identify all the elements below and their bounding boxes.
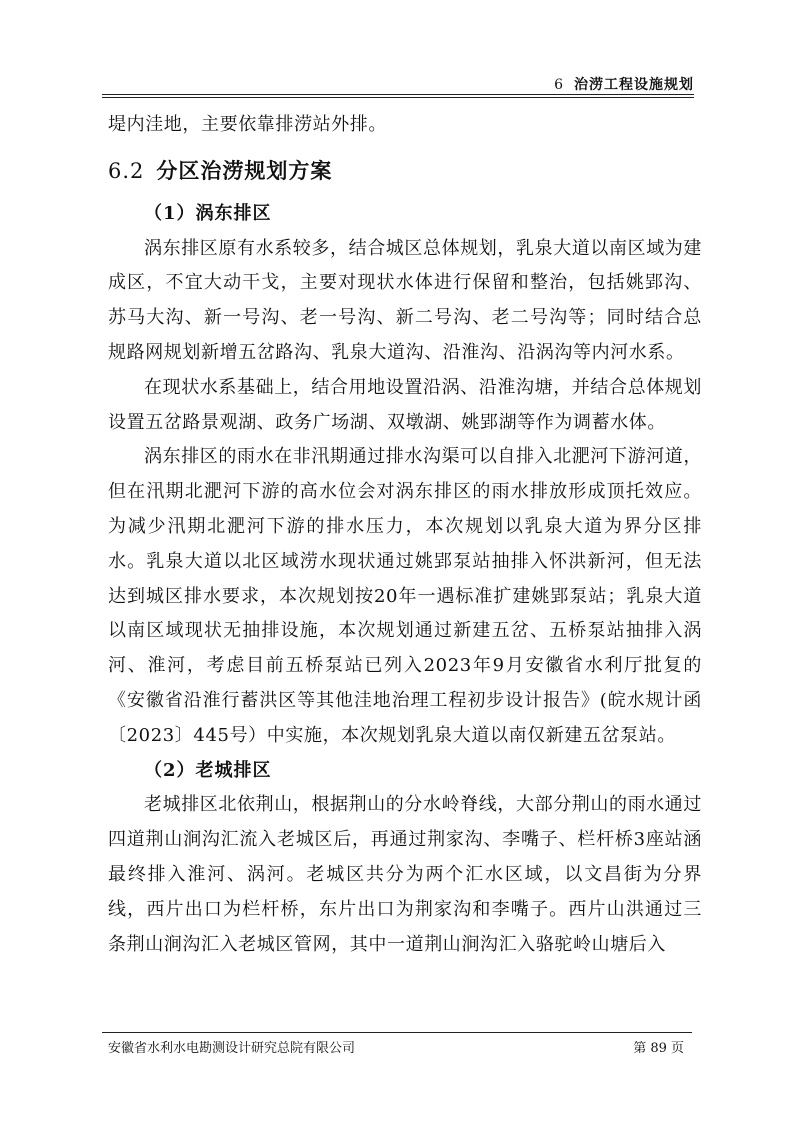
- paragraph: 在现状水系基础上，结合用地设置沿涡、沿淮沟塘，并结合总体规划设置五岔路景观湖、政务广场湖、双墩湖、姚郢湖等作为调蓄水体。: [108, 376, 702, 433]
- running-header: [554, 74, 694, 94]
- page-number: 第 89 页: [633, 1041, 684, 1056]
- subsection-heading-1: （1）涡东排区: [144, 202, 272, 224]
- footer-organization: 安徽省水利水电勘测设计研究总院有限公司: [108, 1041, 356, 1056]
- header-rule-thick: [102, 94, 694, 95]
- chapter-number: 6: [554, 77, 564, 93]
- subsection-heading-2: （2）老城排区: [144, 759, 272, 781]
- paragraph: 涡东排区的雨水在非汛期通过排水沟渠可以自排入北淝河下游河道，但在汛期北淝河下游的高水位会对涡东排区的雨水排放形成顶托效应。为减少汛期北淝河下游的排水压力，本次规划以乳泉大道为界分区排水。乳泉大道以北区域涝水现状通过姚郢泵站抽排入怀洪新河，但无法达到城区排水要求，本次规划按20年一遇标准扩建姚郢泵站；乳泉大道以南区域现状无抽排设施，本次规划通过新建五岔、五桥泵站抽排入涡河、淮河，考虑目前五桥泵站已列入2023年9月安徽省水利厅批复的《安徽省沿淮行蓄洪区等其他洼地治理工程初步设计报告》(皖水规计函〔2023〕445号）中实施，本次规划乳泉大道以南仅新建五岔泵站。: [108, 446, 702, 746]
- footer-rule: [102, 1032, 692, 1033]
- paragraph: 老城排区北依荆山，根据荆山的分水岭脊线，大部分荆山的雨水通过四道荆山涧沟汇流入老城区后，再通过荆家沟、李嘴子、栏杆桥3座站涵最终排入淮河、涡河。老城区共分为两个汇水区域，以文昌街为分界线，西片出口为栏杆桥，东片出口为荆家沟和李嘴子。西片山洪通过三条荆山涧沟汇入老城区管网，其中一道荆山涧沟汇入骆驼岭山塘后入: [108, 794, 702, 955]
- paragraph: 涡东排区原有水系较多，结合城区总体规划，乳泉大道以南区域为建成区，不宜大动干戈，主要对现状水体进行保留和整治，包括姚郢沟、苏马大沟、新一号沟、老一号沟、新二号沟、老二号沟等；同时结合总规路网规划新增五岔路沟、乳泉大道沟、沿淮沟、沿涡沟等内河水系。: [108, 237, 702, 363]
- page-content: [108, 108, 702, 962]
- section-title: 分区治涝规划方案: [156, 158, 333, 183]
- section-heading: [108, 149, 702, 193]
- chapter-title: 治涝工程设施规划: [574, 77, 694, 93]
- header-rule-thin: [102, 97, 694, 98]
- section-number: 6.2: [108, 158, 145, 183]
- intro-line: 堤内洼地，主要依靠排涝站外排。: [108, 114, 387, 135]
